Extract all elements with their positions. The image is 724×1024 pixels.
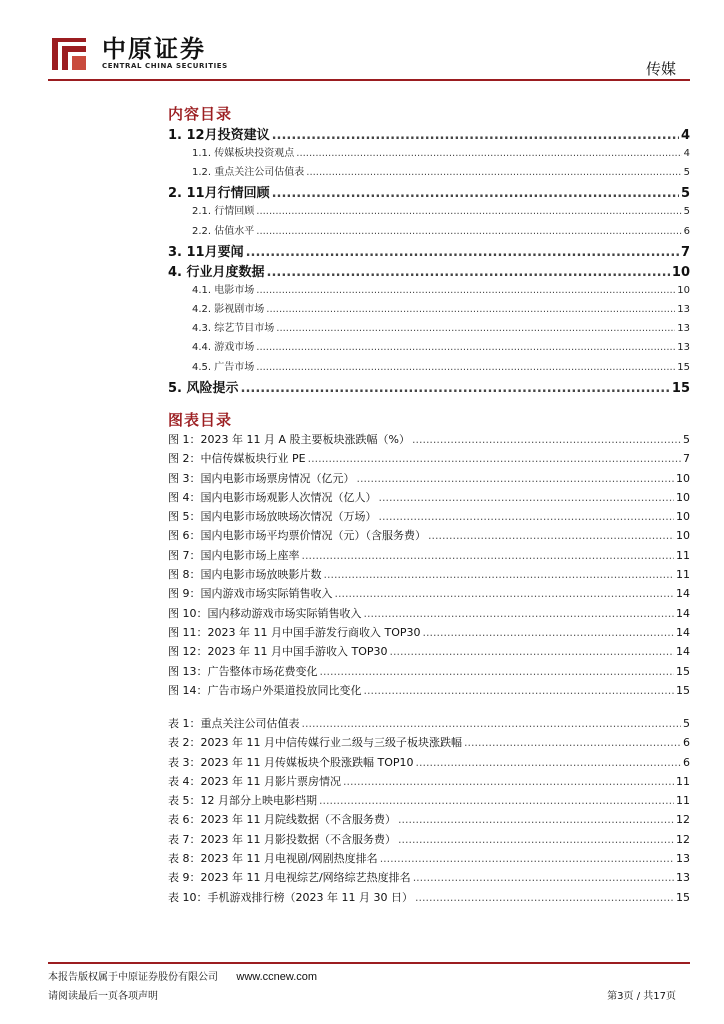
toc-entry-label: 表 9：2023 年 11 月电视综艺/网络综艺热度排名	[168, 871, 411, 885]
toc-leader-dots	[415, 891, 674, 904]
toc-entry[interactable]	[168, 222, 690, 241]
toc-entry-page: 6	[683, 736, 690, 750]
toc-entry-page: 15	[677, 361, 690, 373]
toc-entry-label: 表 8：2023 年 11 月电视剧/网剧热度排名	[168, 852, 378, 866]
toc-entry-page: 4	[680, 128, 690, 143]
toc-entry-page: 14	[676, 625, 690, 639]
toc-entry[interactable]	[168, 734, 690, 753]
toc-entry-page: 14	[676, 606, 690, 620]
toc-leader-dots	[379, 510, 675, 523]
toc-leader-dots	[302, 549, 675, 562]
toc-entry[interactable]	[168, 547, 690, 566]
contents-title: 内容目录	[168, 105, 233, 123]
toc-entry-label: 图 14：广告市场户外渠道投放同比变化	[168, 683, 362, 697]
toc-entry-page: 11	[676, 568, 690, 582]
toc-entry[interactable]	[168, 281, 690, 300]
toc-leader-dots	[276, 323, 675, 334]
toc-leader-dots	[335, 587, 675, 600]
toc-entry-label: 图 5：国内电影市场放映场次情况（万场）	[168, 510, 377, 524]
toc-entry-page: 10	[677, 284, 690, 296]
toc-entry-label: 4.3. 综艺节目市场	[192, 323, 275, 335]
toc-entry[interactable]	[168, 489, 690, 508]
toc-entry-page: 11	[676, 774, 690, 788]
toc-entry-page: 13	[677, 303, 690, 315]
toc-leader-dots	[256, 285, 675, 296]
toc-entry-page: 15	[676, 683, 690, 697]
toc-entry-page: 13	[676, 852, 690, 866]
toc-entry-page: 14	[676, 645, 690, 659]
toc-entry-label: 4.1. 电影市场	[192, 284, 255, 296]
toc-entry-label: 图 12：2023 年 11 月中国手游收入 TOP30	[168, 645, 388, 659]
toc-entry-label: 图 1：2023 年 11 月 A 股主要板块涨跌幅（%）	[168, 433, 410, 446]
toc-entry[interactable]	[168, 605, 690, 624]
toc-entry[interactable]	[168, 377, 690, 397]
toc-entry[interactable]	[168, 319, 690, 338]
toc-leader-dots	[256, 342, 675, 353]
toc-entry-page: 13	[676, 871, 690, 885]
toc-entry-page: 15	[676, 890, 690, 904]
toc-leader-dots	[422, 626, 674, 639]
header-divider	[48, 79, 690, 81]
toc-entry[interactable]	[168, 715, 690, 734]
toc-leader-dots	[464, 736, 681, 749]
toc-entry[interactable]	[168, 566, 690, 585]
toc-entry-label: 表 3：2023 年 11 月传媒板块个股涨跌幅 TOP10	[168, 755, 414, 769]
toc-entry[interactable]	[168, 624, 690, 643]
toc-entry-page: 12	[676, 832, 690, 846]
brand-name-en: CENTRAL CHINA SECURITIES	[102, 62, 228, 70]
toc-entry[interactable]	[168, 663, 690, 682]
toc-entry[interactable]	[168, 585, 690, 604]
toc-entry[interactable]	[168, 144, 690, 163]
toc-leader-dots	[296, 148, 681, 159]
toc-entry-page: 14	[676, 587, 690, 601]
toc-entry-label: 1.1. 传媒板块投资观点	[192, 148, 295, 159]
toc-entry[interactable]	[168, 124, 690, 144]
brand-name-cn: 中原证券	[102, 34, 206, 63]
toc-leader-dots	[364, 607, 675, 620]
toc-entry-label: 表 4：2023 年 11 月影片票房情况	[168, 774, 341, 788]
toc-entry-page: 5	[683, 717, 690, 730]
toc-entry[interactable]	[168, 773, 690, 792]
figures-list	[168, 431, 690, 701]
company-logo-icon	[48, 32, 90, 74]
toc-entry[interactable]	[168, 889, 690, 908]
toc-entry[interactable]	[168, 754, 690, 773]
toc-leader-dots	[379, 491, 675, 504]
toc-entry[interactable]	[168, 338, 690, 357]
toc-entry-label: 表 2：2023 年 11 月中信传媒行业二级与三级子板块涨跌幅	[168, 736, 462, 750]
toc-leader-dots	[267, 265, 670, 280]
toc-entry[interactable]	[168, 682, 690, 701]
toc-entry[interactable]	[168, 850, 690, 869]
toc-entry-label: 4.5. 广告市场	[192, 361, 255, 373]
toc-leader-dots	[308, 452, 681, 465]
toc-leader-dots	[343, 775, 674, 788]
copyright-text: 本报告版权属于中原证券股份有限公司	[48, 972, 218, 983]
toc-leader-dots	[256, 206, 681, 217]
toc-entry-page: 4	[683, 148, 690, 159]
toc-entry-label: 2.2. 估值水平	[192, 225, 255, 237]
toc-entry[interactable]	[168, 182, 690, 202]
toc-leader-dots	[415, 756, 681, 769]
toc-leader-dots	[412, 433, 681, 446]
toc-entry-page: 13	[677, 342, 690, 354]
toc-entry-label: 表 7：2023 年 11 月影投数据（不含服务费）	[168, 832, 396, 846]
toc-entry-page: 11	[676, 548, 690, 562]
toc-entry-page: 15	[671, 380, 690, 396]
toc-entry-page: 7	[680, 244, 690, 260]
toc-entry-label: 表 5：12 月部分上映电影档期	[168, 794, 317, 808]
toc-entry-label: 图 8：国内电影市场放映影片数	[168, 568, 322, 582]
toc-entry-page: 5	[683, 206, 690, 218]
toc-entry-label: 图 2：中信传媒板块行业 PE	[168, 452, 306, 466]
industry-label: 传媒	[645, 60, 676, 78]
toc-leader-dots	[241, 381, 670, 396]
toc-entry[interactable]	[168, 643, 690, 662]
toc-entry[interactable]	[168, 508, 690, 527]
toc-entry-page: 10	[676, 471, 690, 485]
toc-entry-page: 11	[676, 794, 690, 808]
toc-entry[interactable]	[168, 358, 690, 377]
toc-entry-label: 图 11：2023 年 11 月中国手游发行商收入 TOP30	[168, 625, 421, 639]
toc-leader-dots	[320, 665, 675, 678]
toc-leader-dots	[272, 128, 679, 143]
toc-leader-dots	[319, 794, 674, 807]
toc-entry-label: 5. 风险提示	[168, 380, 239, 396]
footer-divider	[48, 962, 690, 964]
toc-leader-dots	[428, 529, 674, 542]
toc-leader-dots	[256, 362, 675, 373]
tables-list	[168, 715, 690, 908]
toc-entry[interactable]	[168, 431, 690, 450]
toc-entry-page: 7	[683, 452, 690, 466]
toc-entry[interactable]	[168, 300, 690, 319]
toc-entry-label: 图 3：国内电影市场票房情况（亿元）	[168, 471, 355, 485]
toc-entry-page: 6	[683, 755, 690, 769]
toc-entry[interactable]	[168, 470, 690, 489]
toc-entry[interactable]	[168, 202, 690, 221]
toc-leader-dots	[380, 852, 674, 865]
toc-entry-label: 图 4：国内电影市场观影人次情况（亿人）	[168, 490, 377, 504]
toc-leader-dots	[357, 472, 675, 485]
toc-entry-page: 5	[683, 433, 690, 446]
toc-entry-page: 6	[683, 225, 690, 237]
toc-entry[interactable]	[168, 163, 690, 182]
toc-entry-label: 图 6：国内电影市场平均票价情况（元）（含服务费）	[168, 529, 426, 543]
toc-entry-page: 10	[671, 264, 690, 280]
toc-entry-label: 表 1：重点关注公司估值表	[168, 717, 300, 730]
toc-leader-dots	[398, 813, 674, 826]
toc-entry[interactable]	[168, 527, 690, 546]
toc-entry-page: 12	[676, 813, 690, 827]
footer-copyright	[48, 968, 317, 983]
contents-list	[168, 124, 690, 397]
toc-leader-dots	[389, 645, 674, 658]
toc-leader-dots	[398, 833, 674, 846]
page-number: 第3页 / 共17页	[607, 991, 676, 1002]
toc-leader-dots	[324, 568, 675, 581]
toc-entry-label: 4.4. 游戏市场	[192, 342, 255, 354]
toc-entry[interactable]	[168, 869, 690, 888]
footer-disclaimer: 请阅读最后一页各项声明	[48, 991, 158, 1002]
toc-leader-dots	[364, 684, 675, 697]
toc-entry-page: 10	[676, 510, 690, 524]
toc-entry-label: 2. 11月行情回顾	[168, 186, 270, 202]
toc-entry-label: 1. 12月投资建议	[168, 128, 270, 143]
toc-entry[interactable]	[168, 792, 690, 811]
toc-entry-label: 图 7：国内电影市场上座率	[168, 548, 300, 562]
toc-leader-dots	[272, 186, 679, 201]
toc-entry-label: 表 10：手机游戏排行榜（2023 年 11 月 30 日）	[168, 890, 413, 904]
toc-leader-dots	[266, 304, 675, 315]
page-header	[0, 0, 724, 80]
toc-entry-page: 15	[676, 664, 690, 678]
toc-entry[interactable]	[168, 241, 690, 261]
toc-leader-dots	[302, 717, 682, 730]
toc-entry-label: 1.2. 重点关注公司估值表	[192, 167, 305, 179]
toc-leader-dots	[306, 167, 681, 178]
toc-entry-label: 4. 行业月度数据	[168, 264, 265, 280]
toc-entry-page: 10	[676, 490, 690, 504]
toc-entry[interactable]	[168, 831, 690, 850]
toc-entry-page: 10	[676, 529, 690, 543]
toc-entry-label: 图 10：国内移动游戏市场实际销售收入	[168, 606, 362, 620]
toc-leader-dots	[413, 871, 674, 884]
toc-entry[interactable]	[168, 261, 690, 281]
toc-entry-page: 13	[677, 323, 690, 335]
toc-entry-page: 5	[680, 186, 690, 202]
toc-entry-label: 图 9：国内游戏市场实际销售收入	[168, 587, 333, 601]
figures-title: 图表目录	[168, 411, 233, 429]
toc-entry[interactable]	[168, 450, 690, 469]
toc-entry-page: 5	[683, 167, 690, 179]
toc-entry-label: 2.1. 行情回顾	[192, 206, 255, 218]
toc-leader-dots	[246, 245, 679, 260]
website-link[interactable]: www.ccnew.com	[236, 971, 318, 983]
toc-entry[interactable]	[168, 811, 690, 830]
toc-entry-label: 4.2. 影视剧市场	[192, 303, 265, 315]
toc-leader-dots	[256, 226, 681, 237]
toc-entry-label: 3. 11月要闻	[168, 244, 244, 260]
toc-entry-label: 表 6：2023 年 11 月院线数据（不含服务费）	[168, 813, 396, 827]
toc-entry-label: 图 13：广告整体市场花费变化	[168, 664, 318, 678]
